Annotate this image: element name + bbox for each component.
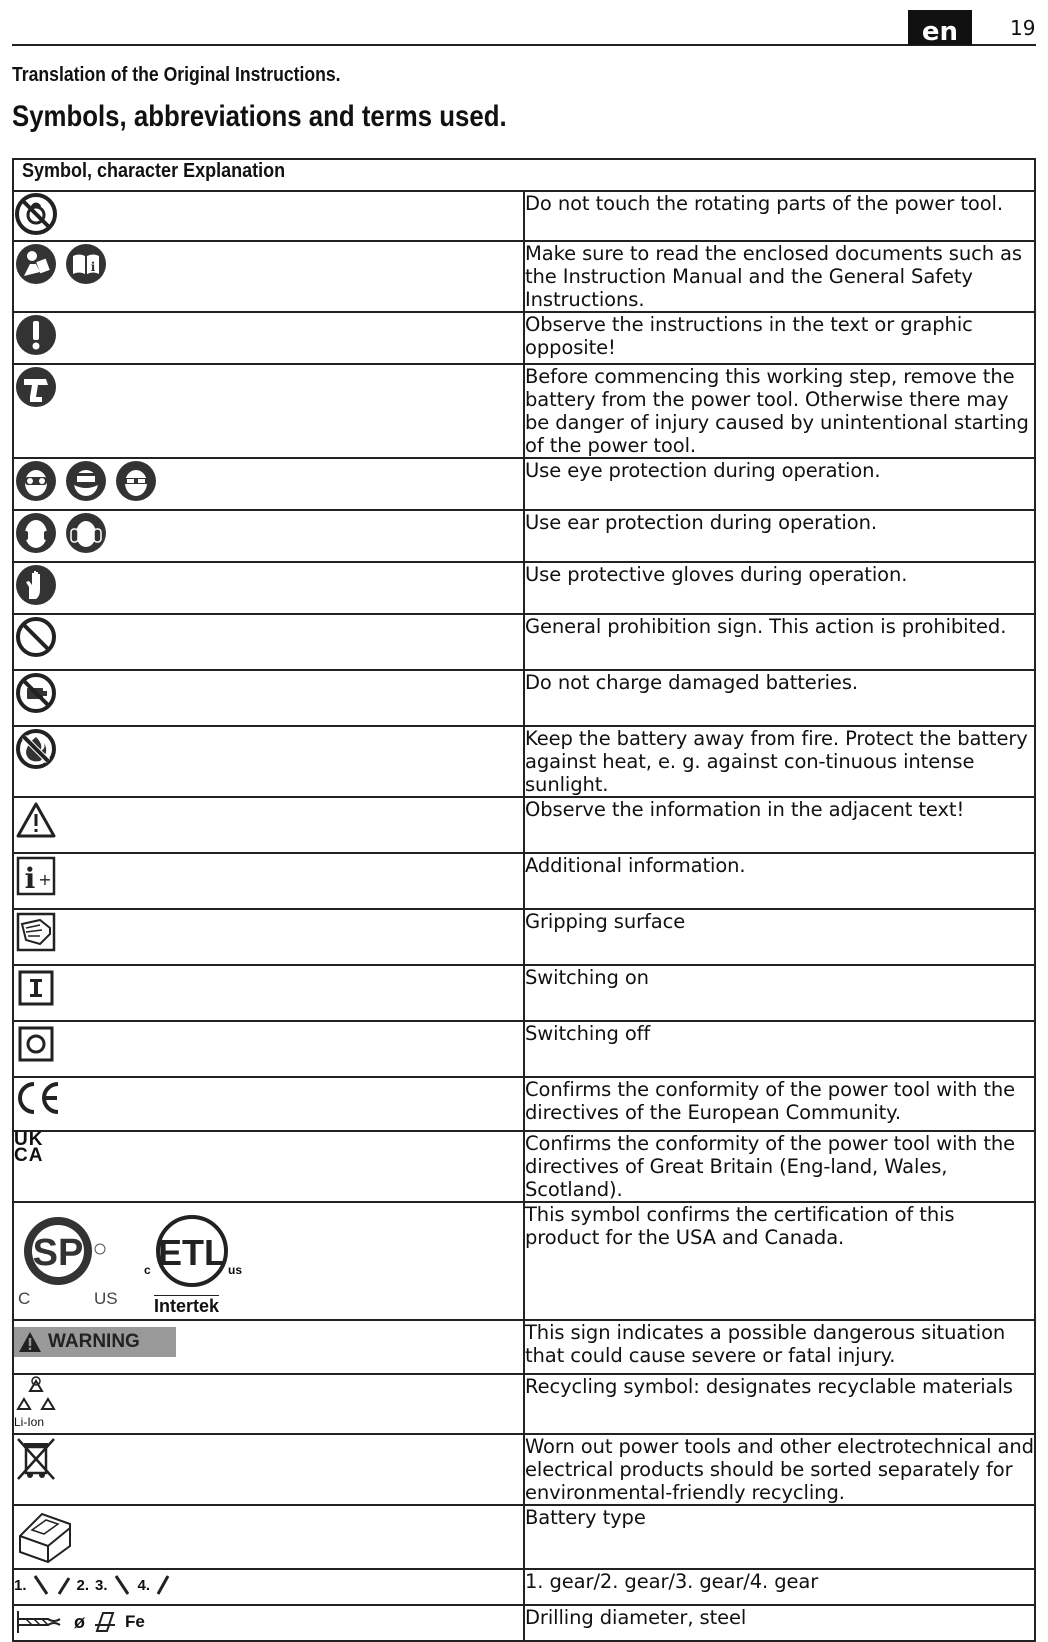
table-row [13,312,1035,364]
explanation-text: Confirms the conformity of the power tool with the directives of Great Britain (Eng-land, Wales, Scotland). [524,1131,1035,1202]
safety-goggles-icon [14,459,58,503]
explanation-text: Gripping surface [524,909,1035,965]
table-row [13,614,1035,670]
explanation-text: Recycling symbol: designates recyclable materials [524,1374,1035,1434]
switch-on-icon [14,966,58,1010]
explanation-text: Switching on [524,965,1035,1021]
ce-mark-icon [14,1078,64,1118]
recycling-li-ion-icon: Li-Ion [14,1375,60,1429]
ukca-mark-icon: UK CA [14,1129,44,1166]
language-badge: en [908,10,972,45]
page-number: 19 [1010,16,1036,40]
crossed-bin-icon [14,1435,58,1483]
table-row [13,1320,1035,1374]
table-row [13,670,1035,726]
table-row [13,1021,1035,1077]
remove-battery-icon [14,365,58,409]
explanation-text: Do not charge damaged batteries. [524,670,1035,726]
table-row [13,965,1035,1021]
table-row [13,562,1035,614]
table-row [13,1131,1035,1202]
read-manual-icon [14,242,58,286]
explanation-text: Worn out power tools and other electrotechnical and electrical products should be sorted separately for environmental-friendly recycling. [525,1435,1034,1504]
explanation-text: Confirms the conformity of the power tool with the directives of the European Community. [524,1077,1035,1131]
explanation-text: Switching off [524,1021,1035,1077]
explanation-text: Observe the instructions in the text or graphic opposite! [524,312,1035,364]
no-charge-damaged-battery-icon [14,671,58,715]
face-shield-icon [64,459,108,503]
table-row [13,726,1035,797]
safety-glasses-icon [114,459,158,503]
gloves-icon [14,563,58,607]
table-header: Symbol, character Explanation [13,159,1035,191]
table-row [13,1605,1035,1641]
explanation-text: Additional information. [524,853,1035,909]
gear-positions-icon: 1. 2. 3. 4. [14,1570,523,1596]
additional-info-icon [14,854,58,898]
explanation-text: Battery type [524,1505,1035,1569]
svg-text:+: + [38,870,52,889]
table-row [13,853,1035,909]
table-row [13,1569,1035,1605]
table-header-row [13,159,1035,191]
gripping-surface-icon [14,910,58,954]
table-row [13,1374,1035,1434]
etl-mark-icon: ETL c us Intertek [144,1209,242,1313]
drilling-diameter-steel-icon: ø Fe [14,1606,523,1635]
explanation-text: Drilling diameter, steel [524,1605,1035,1641]
battery-away-from-fire-icon [14,727,58,771]
page-title: Symbols, abbreviations and terms used. [12,100,507,133]
table-row [13,510,1035,562]
explanation-text: Keep the battery away from fire. Protect the battery against heat, e. g. against con-tinuous intense sunlight. [524,726,1035,797]
warning-triangle-icon [14,798,58,842]
table-row [13,1434,1035,1505]
csa-mark-icon: SP C US [14,1211,114,1311]
svg-text:i: i [24,862,36,895]
table-row [13,797,1035,853]
table-row [13,364,1035,458]
svg-text:SP: SP [32,1232,84,1274]
no-touch-rotating-parts-icon [14,192,58,236]
info-booklet-icon [64,242,108,286]
table-row [13,1202,1035,1320]
document-subtitle: Translation of the Original Instructions. [12,64,341,86]
ear-muffs-icon [64,511,108,555]
table-row [13,909,1035,965]
header-rule [12,44,1036,46]
mandatory-exclamation-icon [14,313,58,357]
warning-label-icon: WARNING [14,1327,176,1357]
prohibition-icon [14,615,58,659]
svg-text:i: i [90,260,96,274]
table-row [13,1505,1035,1569]
svg-text:ETL: ETL [158,1232,226,1273]
explanation-text: Do not touch the rotating parts of the power tool. [524,191,1035,241]
ear-plugs-icon [14,511,58,555]
switch-off-icon [14,1022,58,1066]
symbols-table [12,158,1036,1642]
table-row [13,1077,1035,1131]
explanation-text: Make sure to read the enclosed documents such as the Instruction Manual and the General Safety Instructions. [524,241,1035,312]
explanation-text: Observe the information in the adjacent text! [524,797,1035,853]
explanation-text: General prohibition sign. This action is prohibited. [524,614,1035,670]
battery-pack-icon [14,1506,76,1568]
table-row [13,191,1035,241]
table-row [13,458,1035,510]
explanation-text: Before commencing this working step, remove the battery from the power tool. Otherwise there may be danger of injury caused by unintentional starting of the power tool. [524,364,1035,458]
explanation-text: Use eye protection during operation. [524,458,1035,510]
explanation-text: This sign indicates a possible dangerous situation that could cause severe or fatal injury. [524,1320,1035,1374]
table-row [13,241,1035,312]
explanation-text: This symbol confirms the certification of this product for the USA and Canada. [524,1202,1035,1320]
explanation-text: 1. gear/2. gear/3. gear/4. gear [524,1569,1035,1605]
explanation-text: Use ear protection during operation. [524,510,1035,562]
explanation-text: Use protective gloves during operation. [524,562,1035,614]
